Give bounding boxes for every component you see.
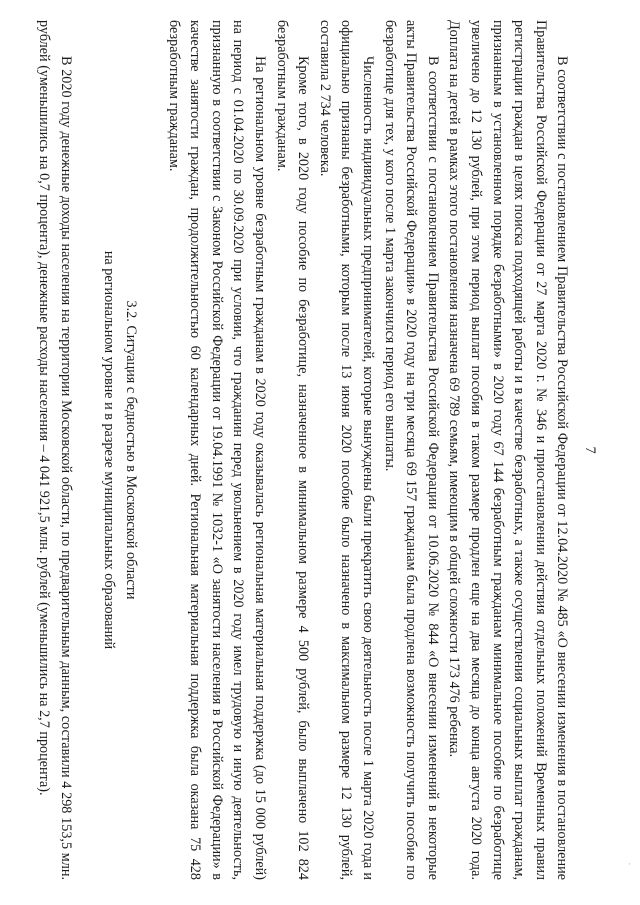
paragraph-1: В соответствии с постановлением Правительства Российской Федерации от 12.04.2020 № 485 «О внесении изменения в постановление Правительства Российской Федерации от 27 марта 2020 г. № 346 и приостановлении действия отдельных положений Временных правил регистрации граждан в целях поиска подходящей работы и в качестве безработных, а также осуществления социальных выплат гражданам, признанным в установленном порядке безработными» в 2020 году 67 144 безработным гражданам минимальное пособие по безработице увеличено до 12 130 рублей, при этом период выплат пособия в таком размере продлен еще на два месяца до конца августа 2020 года. Доплата на детей в рамках этого постановления назначена 69 789 семьям, имеющим в общей сложности 173 476 ребенка. (446, 20, 571, 880)
paragraph-3: Численность индивидуальных предпринимателей, которые вынуждены были прекратить свою деятельность после 1 марта 2020 года и официально признаны безработными, которым после 13 июня 2020 пособие было назначено в максимальном размере 12 130 рублей, составила 2 734 человека. (316, 20, 377, 880)
spacer (141, 20, 163, 880)
spacer (76, 20, 98, 880)
section-heading-line-2: на региональном уровне и в разрезе муниципальных образований (100, 250, 117, 650)
paragraph-2: В соответствии с постановлением Правительства Российской Федерации от 10.06.2020 № 844 «О внесении изменений в некоторые акты Правительства Российской Федерации» в 2020 году на три месяца 69 157 гражданам была продлена возможность получить пособие по безработице для тех, у кого после 1 марта закончился период его выплаты. (381, 20, 441, 880)
scan-mark: · (628, 860, 631, 870)
paragraph-5: На региональном уровне безработным гражданам в 2020 году оказывалась региональная материальная поддержка (до 15 000 рублей) на период с 01.04.2020 по 30.09.2020 при условии, что гражданин перед увольнением в 2020 году имел трудовую и иную деятельность, признанную в соответствии с Законом Российской Федерации от 19.04.1991 № 1032-1 «О занятости населения в Российской Федерации» в качестве занятости граждан, продолжительностью 60 календарных дней. Региональная материальная поддержка была оказана 75 428 безработным гражданам. (165, 20, 269, 880)
rotated-text-block (36, 20, 600, 880)
section-heading-line-1: 3.2. Ситуация с бедностью в Московской области (122, 300, 139, 600)
page-number: 7 (582, 446, 598, 454)
final-paragraph: В 2020 году денежные доходы населения на территории Московской области, по предварительным данным, составили 4 298 153,5 млн. рублей (уменьшились на 0,7 процента), денежные расходы населения – 4 041 921,5 млн. рублей (уменьшились на 2,7 процента). (36, 20, 74, 880)
paragraph-4: Кроме того, в 2020 году пособие по безработице, назначенное в минимальном размере 4 500 рублей, было выплачено 102 824 безработным гражданам. (273, 20, 312, 880)
